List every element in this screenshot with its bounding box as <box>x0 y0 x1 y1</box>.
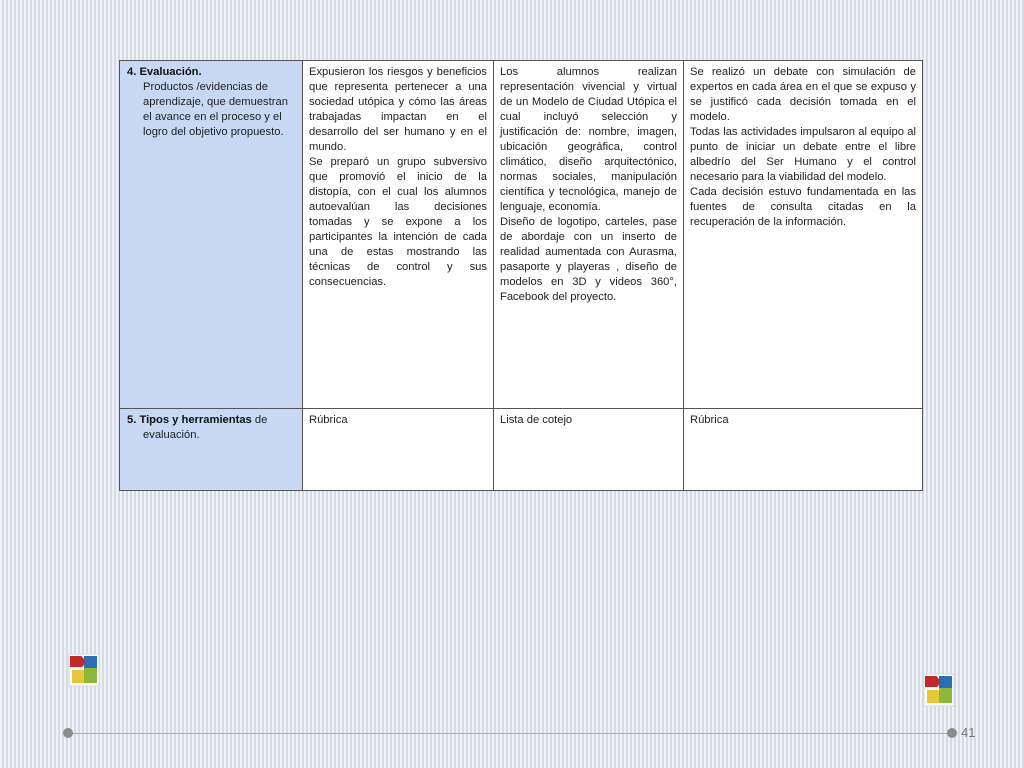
row-label-tipos <box>120 408 303 490</box>
tipos-heading: 5. Tipos y herramientas <box>127 413 252 426</box>
cell-paragraph: Todas las actividades impulsaron al equipo al punto de iniciar un debate entre el libre albedrío del Ser Humano y el control necesario para la viabilidad del modelo. <box>690 126 916 183</box>
evaluacion-heading: 4. Evaluación. <box>127 66 202 78</box>
table-row-evaluacion <box>120 61 923 409</box>
puzzle-logo-svg <box>67 650 101 688</box>
table-row-tipos <box>120 408 923 490</box>
footer-bullet-left <box>63 728 73 738</box>
cell-tipos-col2: Lista de cotejo <box>494 408 684 490</box>
cell-evaluacion-col1 <box>303 61 494 409</box>
tipos-heading-rest: de <box>251 413 268 426</box>
cell-paragraph: Se realizó un debate con simulación de expertos en cada área en el que se expuso y se justificó cada decisión tomada en el modelo. <box>690 66 916 123</box>
footer-divider <box>70 733 950 734</box>
puzzle-logo-icon <box>922 670 956 708</box>
cell-paragraph: Expusieron los riesgos y beneficios que representa pertenecer a una sociedad utópica y cómo las áreas trabajadas impactan en el desarrollo del ser humano y en el mundo. <box>309 66 487 153</box>
cell-paragraph: Diseño de logotipo, carteles, pase de abordaje con un inserto de realidad aumentada con Aurasma, pasaporte y playeras , diseño de modelos en 3D y videos 360°, Facebook del proyecto. <box>500 216 677 303</box>
cell-paragraph: Cada decisión estuvo fundamentada en las fuentes de consulta citadas en la recuperación de la información. <box>690 186 916 228</box>
evaluation-table <box>119 60 923 491</box>
cell-tipos-col3: Rúbrica <box>684 408 923 490</box>
row-label-evaluacion <box>120 61 303 409</box>
footer-bullet-right <box>947 728 957 738</box>
tipos-heading-line2: evaluación. <box>143 428 200 441</box>
cell-paragraph: Los alumnos realizan representación vivencial y virtual de un Modelo de Ciudad Utópica el cual incluyó selección y justificación de: nombre, imagen, ubicación geográfica, control climático, diseño arquitectónico, normas sociales, manipulación científica y tecnológica, manejo de lenguaje, economía. <box>500 66 677 213</box>
puzzle-logo-icon <box>67 650 101 688</box>
cell-evaluacion-col3 <box>684 61 923 409</box>
cell-paragraph: Se preparó un grupo subversivo que promovió el inicio de la distopía, con el cual los alumnos autoevalúan las decisiones tomadas y se expone a los participantes la intención de cada una de estas mostrando las técnicas de control y sus consecuencias. <box>309 156 487 288</box>
page-number: 41 <box>961 725 976 740</box>
cell-tipos-col1: Rúbrica <box>303 408 494 490</box>
puzzle-logo-svg <box>922 670 956 708</box>
evaluacion-description: Productos /evidencias de aprendizaje, que demuestran el avance en el proceso y el logro del objetivo propuesto. <box>143 81 288 138</box>
cell-evaluacion-col2 <box>494 61 684 409</box>
